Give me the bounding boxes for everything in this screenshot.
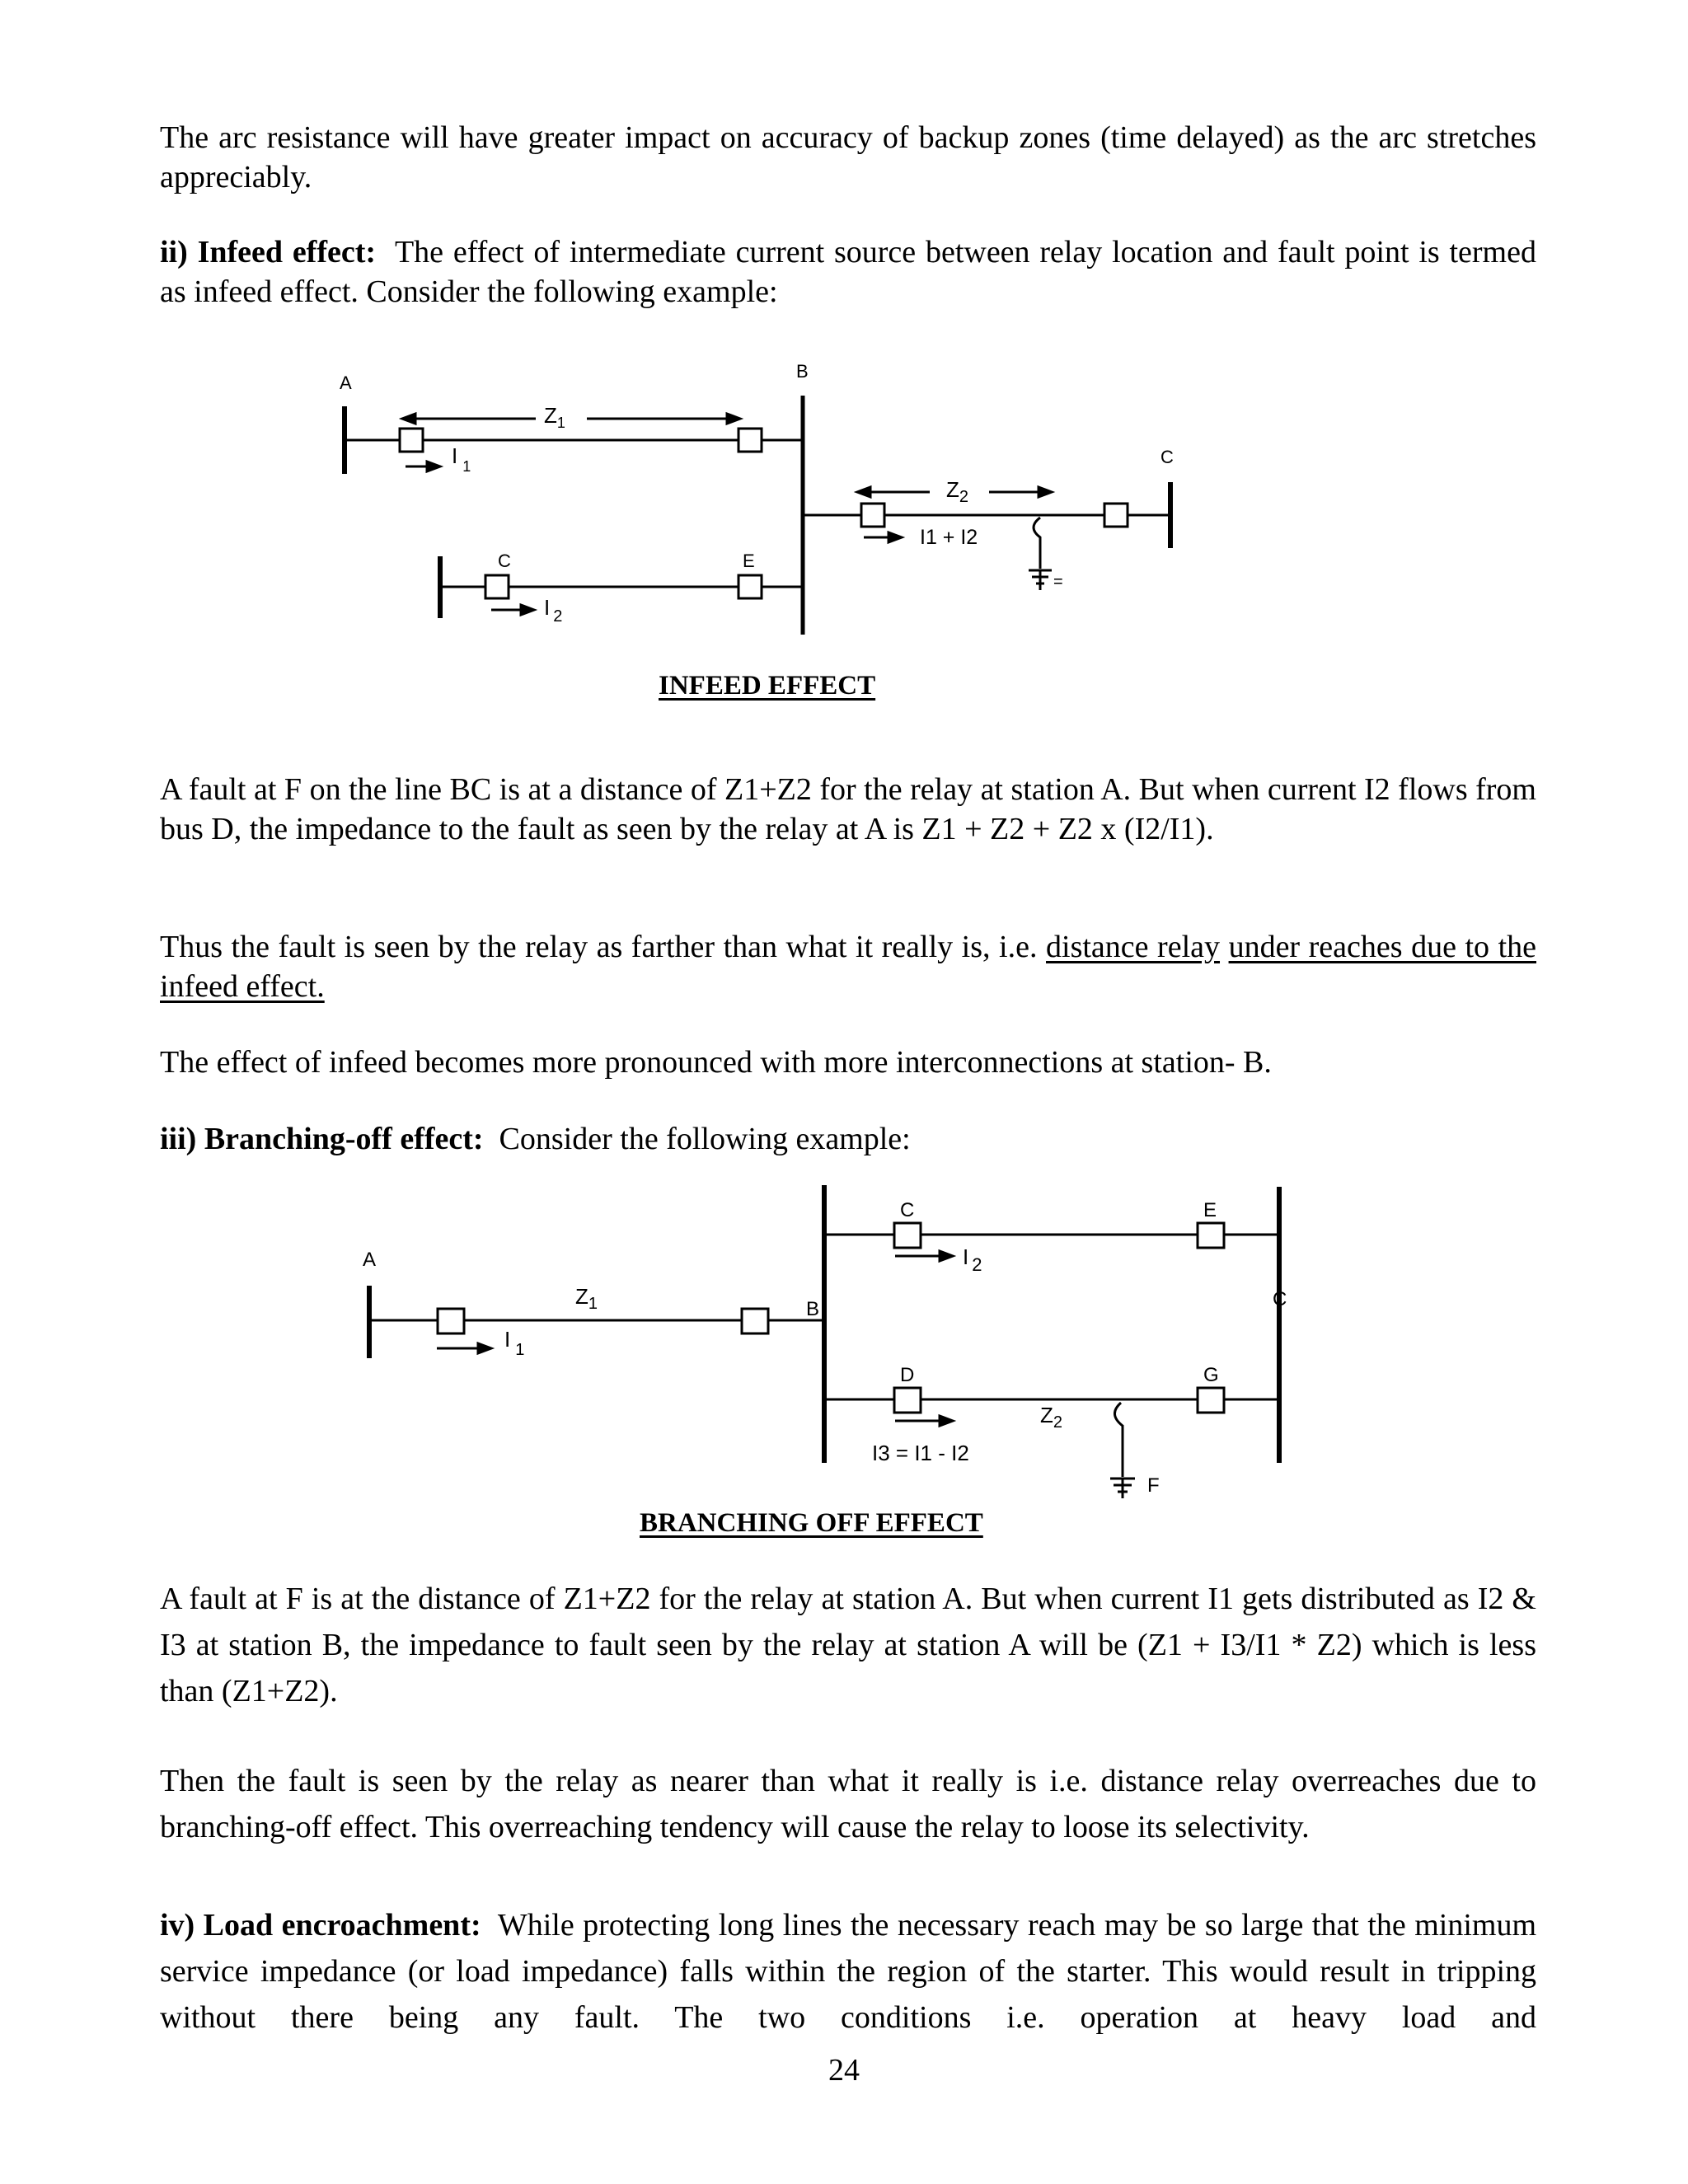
i2-label: I $_2$ [963,1244,982,1275]
label-a: A [340,373,352,393]
i1-label: I $_1$ [452,443,471,475]
breaker-c [894,1223,921,1248]
thus-paragraph: Thus the fault is seen by the relay as farther than what it really is, i.e. distance relay under reaches due to the infeed effect. [160,930,1536,1004]
branching-heading: iii) Branching-off effect: [160,1122,484,1156]
z2-label: $Z_2$ [1040,1403,1063,1432]
infeed-heading: ii) Infeed effect: [160,235,377,269]
label-b: B [796,361,809,382]
i3-arrowhead [940,1416,953,1426]
load-heading: iv) Load encroachment: [160,1908,481,1943]
breaker-e [1198,1223,1224,1248]
z2-label: $Z_2$ [946,477,969,506]
i-sum-label: I1 + I2 [920,526,978,549]
breaker-a [438,1309,464,1333]
branching-paragraph: iii) Branching-off effect: Consider the following example: [160,1122,911,1156]
label-c-right: C [1160,447,1174,467]
page-number: 24 [828,2053,860,2088]
label-a: A [363,1249,377,1271]
fault-mark: = [1053,573,1063,591]
label-f: F [1147,1474,1160,1497]
infeed-fault-paragraph: A fault at F on the line BC is at a distance of Z1+Z2 for the relay at station A. But when current I2 flows from bus D, the impedance to the fault as seen by the relay at A is Z1 + Z2 + Z2 x (I2/I1). [160,772,1536,846]
breaker-d [894,1388,921,1413]
i2-arrowhead [940,1251,953,1261]
i2-label: I $_2$ [544,595,563,626]
breaker-g [1198,1388,1224,1413]
arc-resistance-paragraph: The arc resistance will have greater impact on accuracy of backup zones (time delayed) as the arc stretches appreciably. [160,120,1536,194]
label-c-right: C [1273,1288,1287,1310]
infeed-text: The effect of intermediate current source between relay location and fault point is termed as infeed effect. Consider the following example: [160,235,1536,309]
label-g: G [1203,1364,1219,1386]
z1-label: $Z_1$ [544,403,565,431]
i1-arrowhead [478,1343,491,1353]
breaker-b [742,1309,768,1333]
overreach-paragraph: Then the fault is seen by the relay as nearer than what it really is i.e. distance relay overreaches due to branching-off effect. This overreaching tendency will cause the relay to loose its selectivity. [160,1764,1536,1844]
i3-equation: I3 = I1 - I2 [872,1441,969,1465]
label-e: E [1203,1199,1217,1221]
z1-label: $Z_1$ [575,1284,598,1313]
load-encroachment-paragraph: iv) Load encroachment: While protecting long lines the necessary reach may be so large that the minimum service impedance (or load impedance) falls within the region of the starter. This would result in tripping without there being any fault. The two conditions i.e. operation at heavy load and [160,1908,1536,2035]
label-c-top: C [900,1199,915,1221]
label-e: E [743,551,755,571]
label-d: D [900,1364,915,1386]
infeed-caption: INFEED EFFECT [659,671,876,701]
branch-fault-paragraph: A fault at F is at the distance of Z1+Z2 for the relay at station A. But when current I1 gets distributed as I2 & I3 at station B, the impedance to fault seen by the relay at station A will be (Z1 + I3/I1 * Z2) which is less than (Z1+Z2). [160,1582,1536,1708]
pronounced-paragraph: The effect of infeed becomes more pronounced with more interconnections at station- B. [160,1045,1272,1080]
label-c-left: C [498,551,511,571]
i1-label: I $_1$ [504,1327,525,1359]
label-b: B [806,1298,820,1320]
branching-caption: BRANCHING OFF EFFECT [640,1508,983,1538]
fault-arc [1114,1403,1123,1477]
